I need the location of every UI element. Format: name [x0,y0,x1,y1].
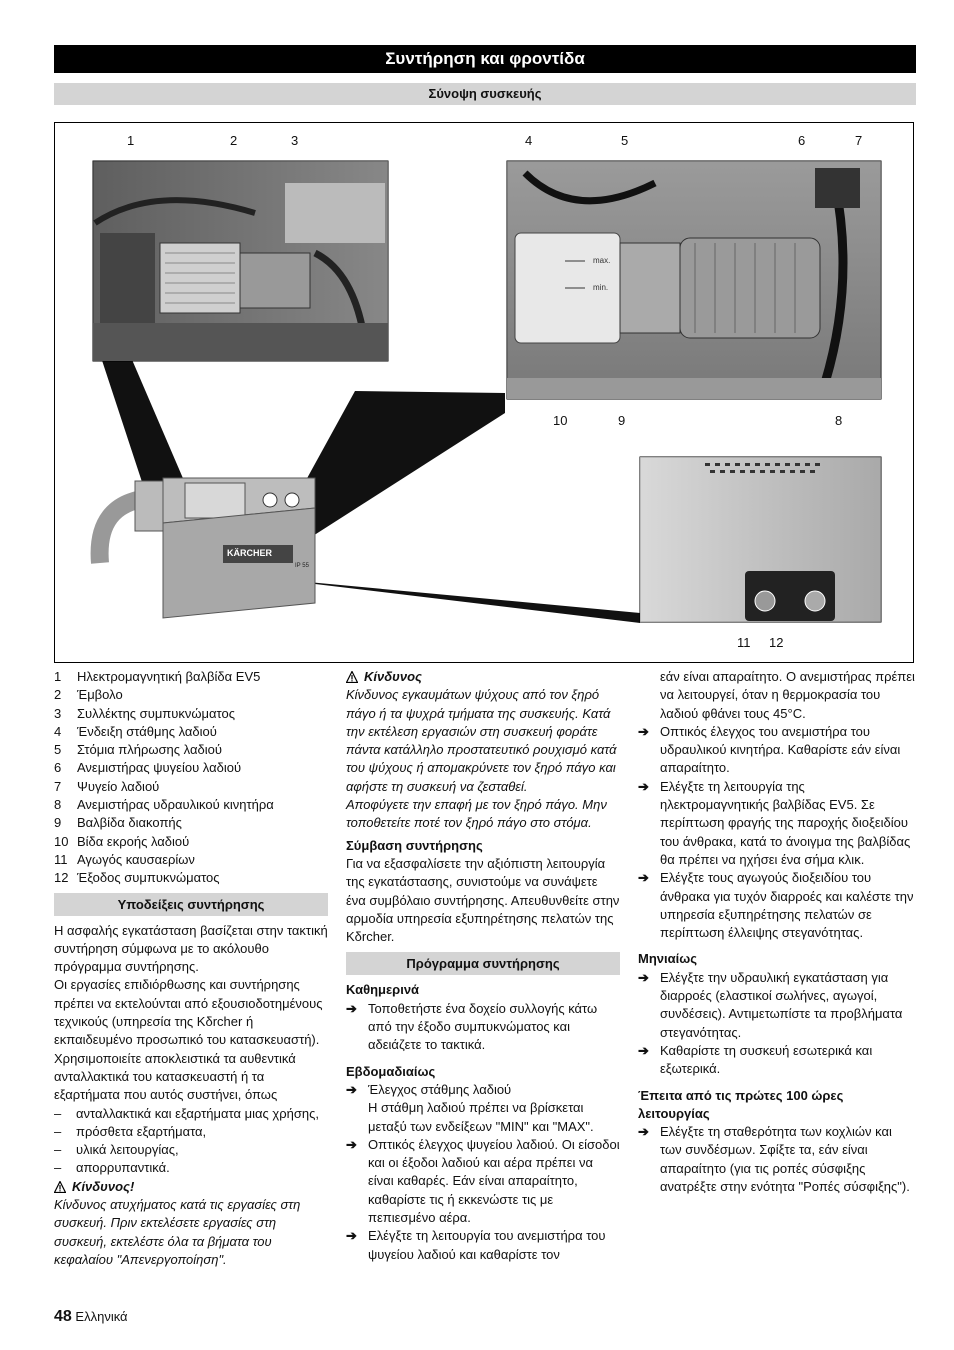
daily-label: Καθημερινά [346,982,420,998]
column-1 [54,668,328,1269]
gauge-max-label: max. [593,256,611,265]
legend-text: Έμβολο [77,687,123,703]
bullet-item [638,1042,916,1079]
bullet-text: Οπτικός έλεγχος του ανεμιστήρα του υδραυλικού κινητήρα. Καθαρίστε εάν είναι απαραίτητο. [660,723,901,776]
legend-item [54,759,328,777]
legend-item [54,778,328,796]
contract-label: Σύμβαση συντήρησης [346,837,483,853]
arrow-icon: ➔ [638,1124,649,1140]
warning-text: Αποφύγετε την επαφή με τον ξηρό πάγο. Μην τοποθετείτε ποτέ τον ξηρό πάγο στο στόμα. [346,797,607,831]
bullet-text: Ελέγξτε τη λειτουργία του ανεμιστήρα του ψυγείου λαδιού και καθαρίστε τον [368,1228,606,1262]
legend-text: Συλλέκτης συμπυκνώματος [77,705,235,721]
legend-number: 2 [54,687,62,703]
legend-number: 11 [54,851,68,867]
bullet-item [638,1123,916,1196]
device-overview-figure [54,122,914,663]
warning-text: Κίνδυνος εγκαυμάτων ψύχους από τον ξηρό πάγο ή τα ψυχρά τμήματα της συσκευής. Κατά την εκτέλεση εργασιών στη συσκευή φοράτε πάντα κατάλληλο προστατευτικό ρουχισμό κατά του ψύχους ή απομακρύνετε τον ξηρό πάγο και αφήστε τη συσκευή να ζεσταθεί. [346,687,617,794]
dash-list [54,1105,328,1178]
section-subtitle: Σύνοψη συσκευής [54,83,916,105]
bullet-text: εάν είναι απαραίτητο. Ο ανεμιστήρας πρέπει να λειτουργεί, όταν η θερμοκρασία του λαδιού φθάνει τους 45°C. [660,669,915,721]
warning-title-text: Κίνδυνος [364,669,422,684]
language-label: Ελληνικά [75,1309,128,1324]
monthly-label: Μηνιαίως [638,951,697,967]
device-illustration [55,123,913,662]
legend-item [54,796,328,814]
bullet-item [638,778,916,869]
bullet-text: Τοποθετήστε ένα δοχείο συλλογής κάτω από την έξοδο συμπυκνώματος και αδειάζετε το τακτικά. [368,1000,598,1053]
maintenance-schedule-heading: Πρόγραμμα συντήρησης [346,952,620,975]
gauge-min-label: min. [593,283,609,292]
legend-text: Ηλεκτρομαγνητική βαλβίδα EV5 [77,669,261,684]
photo-machine [100,478,315,618]
bullet-text: Ελέγξτε την υδραυλική εγκατάσταση για διαρροές (ελαστικοί σωλήνες, αγωγοί, συνδέσεις). Αντιμετωπίστε τα προβλήματα στεγανότητας. [660,969,903,1040]
paragraph: Χρησιμοποιείτε αποκλειστικά τα αυθεντικά ανταλλακτικά του κατασκευαστή ή τα εξαρτήματα που αυτός συστήνει, όπως [54,1050,296,1103]
callout-9: 9 [618,413,626,428]
callout-11: 11 [737,635,751,650]
dash-item [54,1141,328,1159]
dash-marker: – [54,1142,62,1158]
arrow-icon: ➔ [346,1136,357,1152]
callout-6: 6 [798,133,806,148]
callout-3: 3 [291,133,299,148]
legend-text: Ανεμιστήρας ψυγείου λαδιού [77,760,242,776]
legend-item [54,869,328,887]
bullet-item [346,1227,620,1264]
bullet-item [638,723,916,778]
legend-item [54,741,328,759]
legend-number: 9 [54,815,62,831]
page-footer [54,1308,128,1326]
maintenance-notes-heading: Υποδείξεις συντήρησης [54,893,328,916]
dash-marker: – [54,1105,62,1121]
bullet-item [346,1081,620,1136]
legend-text: Αγωγός καυσαερίων [77,851,195,867]
legend-item [54,668,328,686]
legend-number: 3 [54,705,62,721]
bullet-text: Καθαρίστε τη συσκευή εσωτερικά και εξωτερικά. [660,1042,873,1077]
paragraph: Οι εργασίες επιδιόρθωσης και συντήρησης πρέπει να εκτελούνται από εξουσιοδοτημένους τεχνικούς (υπηρεσία της Kδrcher ή εκπαιδευμένο προσωπικό του κατασκευαστή). [54,977,323,1048]
warning-title [54,1178,328,1196]
legend-text: Ένδειξη στάθμης λαδιού [77,723,217,739]
weekly-label: Εβδομαδιαίως [346,1063,436,1079]
callout-8: 8 [835,413,843,428]
legend-number: 10 [54,833,69,849]
bullet-text: Οπτικός έλεγχος ψυγείου λαδιού. Οι είσοδοι και οι έξοδοι λαδιού και αέρα πρέπει να είναι καθαρές. Εάν είναι απαραίτητο, καθαρίστε τις ή εκκενώστε τις με πεπιεσμένο αέρα. [368,1136,620,1226]
legend-text: Έξοδος συμπυκνώματος [77,870,220,886]
legend-text: Στόμια πλήρωσης λαδιού [77,742,222,758]
dash-marker: – [54,1160,62,1176]
contract-text: Για να εξασφαλίσετε την αξιόπιστη λειτουργία της εγκατάστασης, συνιστούμε να συνάψετε ένα συμβόλαιο συντήρησης. Απευθυνθείτε στην αρμοδία υπηρεσία εξυπηρέτησης πελατών της Kδrcher. [346,855,620,945]
arrow-icon: ➔ [638,778,649,794]
callout-2: 2 [230,133,238,148]
bullet-item [346,1000,620,1055]
legend-number: 5 [54,742,62,758]
paragraph: Η ασφαλής εγκατάσταση βασίζεται στην τακτική συντήρηση σύμφωνα με το ακόλουθο πρόγραμμα συντήρησης. [54,922,328,975]
callout-5: 5 [621,133,629,148]
warning-title-text: Κίνδυνος! [72,1178,135,1194]
warning-text: Κίνδυνος ατυχήματος κατά τις εργασίες στη συσκευή. Πριν εκτελέσετε εργασίες στη συσκευή, εκτελέστε όλα τα βήματα του κεφαλαίου "Απενεργοποίηση". [54,1197,301,1267]
callout-10: 10 [553,413,568,428]
legend-item [54,851,328,869]
page-number: 48 [54,1308,72,1325]
dash-item [54,1105,328,1123]
dash-text: υλικά λειτουργίας, [76,1142,179,1158]
bullet-item [638,969,916,1042]
arrow-icon: ➔ [346,1081,357,1097]
legend-item [54,833,328,851]
legend-item [54,814,328,832]
bullet-text: Ελέγξτε τους αγωγούς διοξειδίου του άνθρακα για τυχόν διαρροές και καλέστε την υπηρεσία εξυπηρέτησης πελατών σε περίπτωση έλλειψης στεγανότητας. [660,870,914,941]
bullet-text: Ελέγξτε τη σταθερότητα των κοχλιών και των συνδέσμων. Σφίξτε τα, εάν είναι απαραίτητο (για τις ροπές σύσφιξης ανατρέξτε στην ενότητα "Ροπές σύσφιξης"). [660,1124,910,1195]
callout-7: 7 [855,133,863,148]
legend-number: 7 [54,778,62,794]
legend-item [54,723,328,741]
dash-marker: – [54,1123,62,1139]
photo-motor-right [507,161,881,399]
legend-list [54,668,328,888]
bullet-item [638,869,916,942]
legend-text: Ανεμιστήρας υδραυλικού κινητήρα [77,797,274,813]
after-100h-label: Έπειτα από τις πρώτες 100 ώρες λειτουργίας [638,1087,844,1121]
column-2 [346,668,620,1264]
dash-item [54,1123,328,1141]
legend-item [54,705,328,723]
bullet-continuation [638,668,916,723]
brand-logo: KÄRCHER [227,548,272,558]
section-title: Συντήρηση και φροντίδα [54,45,916,73]
arrow-icon: ➔ [346,1228,357,1244]
bullet-text: Έλεγχος στάθμης λαδιού Η στάθμη λαδιού πρέπει να βρίσκεται μεταξύ των ενδείξεων "MIN" και "MAX". [368,1081,594,1134]
arrow-icon: ➔ [638,723,649,739]
dash-text: ανταλλακτικά και εξαρτήματα μιας χρήσης, [76,1105,319,1121]
legend-number: 4 [54,723,62,739]
warning-title [346,668,620,686]
legend-text: Ψυγείο λαδιού [77,778,160,794]
callout-12: 12 [769,635,784,650]
legend-number: 1 [54,669,62,684]
legend-item [54,686,328,704]
warning-icon [54,1181,66,1193]
callout-1: 1 [127,133,135,148]
arrow-icon: ➔ [638,870,649,886]
arrow-icon: ➔ [638,969,649,985]
dash-item [54,1159,328,1177]
arrow-icon: ➔ [638,1042,649,1058]
bullet-item [346,1136,620,1227]
legend-number: 8 [54,797,62,813]
column-3 [638,668,916,1196]
dash-text: πρόσθετα εξαρτήματα, [76,1123,207,1139]
legend-text: Βαλβίδα διακοπής [77,815,182,831]
bullet-text: Ελέγξτε τη λειτουργία της ηλεκτρομαγνητικής βαλβίδας EV5. Σε περίπτωση φραγής της παροχής διοξειδίου του άνθρακα, κατά το άνοιγμα της βαλβίδας θα πρέπει να ηχήσει ένα σήμα κλικ. [660,778,911,867]
photo-pump-left [93,161,388,361]
model-label: IP 55 [295,563,309,569]
callout-4: 4 [525,133,533,148]
photo-side-panel [640,457,881,622]
legend-number: 12 [54,870,69,886]
legend-text: Βίδα εκροής λαδιού [77,833,190,849]
warning-icon [346,671,358,683]
legend-number: 6 [54,760,62,776]
dash-text: απορρυπαντικά. [76,1160,170,1176]
arrow-icon: ➔ [346,1000,357,1016]
